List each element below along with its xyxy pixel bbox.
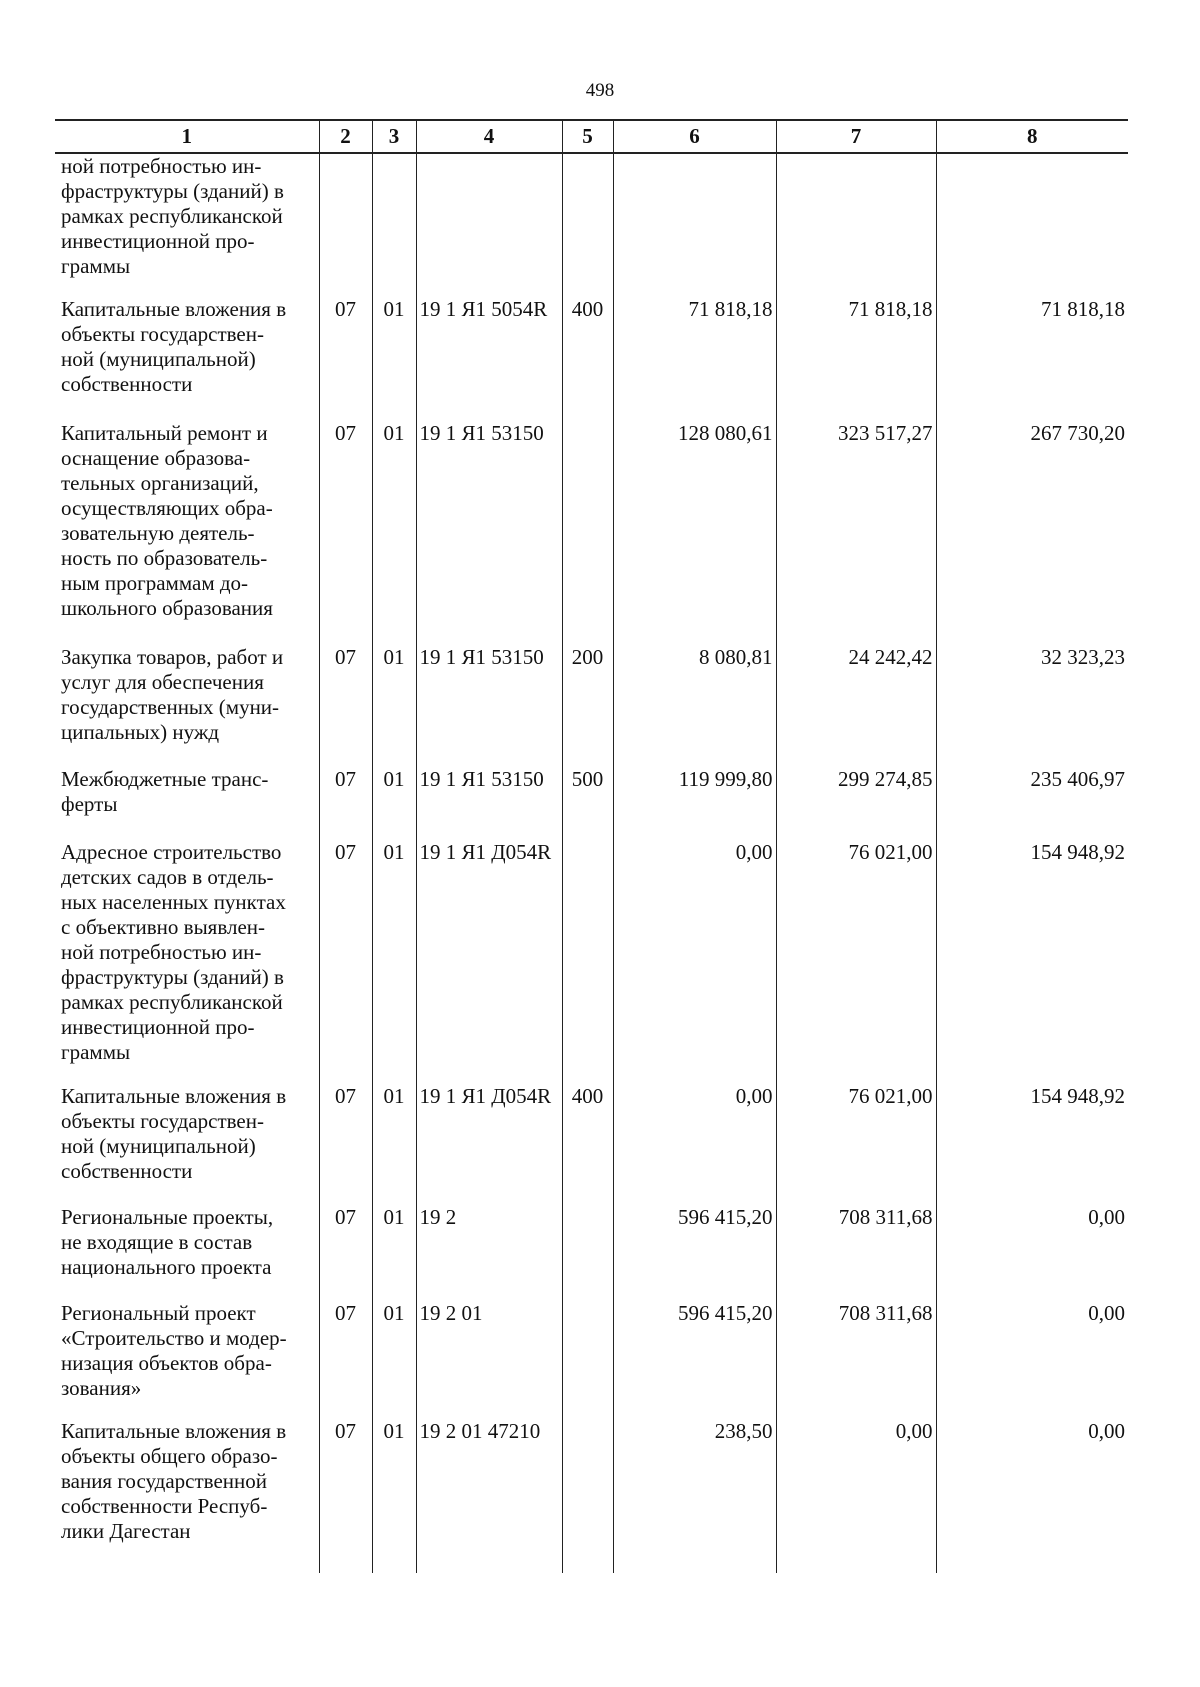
row-name-line: Региональный проект (61, 1301, 256, 1325)
row-name-line: объекты общего образо- (61, 1444, 278, 1468)
row-name-line: ферты (61, 792, 118, 816)
budget-table (55, 119, 1128, 1573)
header-col-2: 2 (319, 120, 372, 153)
row-name-line: фраструктуры (зданий) в (61, 965, 284, 989)
cell-amount-8: 235 406,97 (936, 767, 1128, 840)
row-name-line: зовательную деятель- (61, 521, 255, 545)
cell-amount-7 (776, 153, 936, 297)
row-name-line: Адресное строительство (61, 840, 282, 864)
cell-amount-8: 0,00 (936, 1301, 1128, 1419)
row-name-line: вания государственной (61, 1469, 268, 1493)
header-col-3: 3 (372, 120, 416, 153)
cell-amount-8: 267 730,20 (936, 421, 1128, 645)
cell-subsection: 01 (372, 1301, 416, 1419)
row-name-line: оснащение образова- (61, 446, 251, 470)
row-name (55, 297, 319, 421)
cell-expense-type (562, 840, 613, 1084)
cell-amount-7: 24 242,42 (776, 645, 936, 767)
cell-section: 07 (319, 1301, 372, 1419)
cell-subsection: 01 (372, 840, 416, 1084)
cell-target-code: 19 1 Я1 53150 (416, 767, 562, 840)
cell-section: 07 (319, 645, 372, 767)
row-name (55, 1084, 319, 1205)
row-name-line: собственности (61, 372, 193, 396)
table-row (55, 1419, 1128, 1573)
cell-section: 07 (319, 1419, 372, 1573)
table-body (55, 153, 1128, 1573)
row-name-line: Капитальные вложения в (61, 1084, 287, 1108)
table-row (55, 840, 1128, 1084)
cell-amount-6: 128 080,61 (613, 421, 776, 645)
cell-amount-6: 0,00 (613, 1084, 776, 1205)
header-col-1: 1 (55, 120, 319, 153)
cell-amount-8: 154 948,92 (936, 1084, 1128, 1205)
cell-expense-type (562, 1205, 613, 1301)
cell-amount-7: 708 311,68 (776, 1301, 936, 1419)
row-name-line: рамках республиканской (61, 990, 283, 1014)
cell-expense-type (562, 1301, 613, 1419)
table-row (55, 297, 1128, 421)
cell-amount-8 (936, 153, 1128, 297)
cell-amount-7: 323 517,27 (776, 421, 936, 645)
cell-section (319, 153, 372, 297)
cell-target-code: 19 2 01 (416, 1301, 562, 1419)
table-row (55, 153, 1128, 297)
row-name-line: ной (муниципальной) (61, 347, 256, 371)
row-name-line: Закупка товаров, работ и (61, 645, 284, 669)
cell-section: 07 (319, 767, 372, 840)
header-col-4: 4 (416, 120, 562, 153)
row-name (55, 153, 319, 297)
cell-expense-type (562, 1419, 613, 1573)
row-name-line: Капитальные вложения в (61, 1419, 287, 1443)
cell-target-code: 19 2 (416, 1205, 562, 1301)
table-row (55, 1205, 1128, 1301)
cell-subsection: 01 (372, 767, 416, 840)
row-name-line: инвестиционной про- (61, 229, 255, 253)
table-row (55, 645, 1128, 767)
row-name-line: тельных организаций, (61, 471, 259, 495)
header-col-6: 6 (613, 120, 776, 153)
cell-amount-7: 71 818,18 (776, 297, 936, 421)
row-name-line: Капитальный ремонт и (61, 421, 268, 445)
row-name-line: лики Дагестан (61, 1519, 191, 1543)
row-name (55, 840, 319, 1084)
row-name-line: национального проекта (61, 1255, 272, 1279)
table-row (55, 1301, 1128, 1419)
row-name (55, 421, 319, 645)
row-name-line: собственности Респуб- (61, 1494, 268, 1518)
row-name-line: ным программам до- (61, 571, 249, 595)
row-name (55, 767, 319, 840)
cell-amount-6: 596 415,20 (613, 1301, 776, 1419)
row-name-line: граммы (61, 254, 131, 278)
cell-section: 07 (319, 421, 372, 645)
budget-table-container (55, 119, 1128, 1573)
row-name-line: фраструктуры (зданий) в (61, 179, 284, 203)
row-name (55, 645, 319, 767)
cell-subsection: 01 (372, 1419, 416, 1573)
cell-amount-7: 299 274,85 (776, 767, 936, 840)
header-row (55, 120, 1128, 153)
row-name-line: Региональные проекты, (61, 1205, 274, 1229)
row-name-line: не входящие в состав (61, 1230, 253, 1254)
cell-amount-8: 71 818,18 (936, 297, 1128, 421)
cell-expense-type: 400 (562, 297, 613, 421)
cell-target-code: 19 1 Я1 53150 (416, 421, 562, 645)
row-name (55, 1419, 319, 1573)
cell-section: 07 (319, 1084, 372, 1205)
row-name-line: рамках республиканской (61, 204, 283, 228)
cell-target-code: 19 1 Я1 53150 (416, 645, 562, 767)
table-row (55, 767, 1128, 840)
cell-amount-6: 8 080,81 (613, 645, 776, 767)
row-name-line: Капитальные вложения в (61, 297, 287, 321)
cell-expense-type: 400 (562, 1084, 613, 1205)
row-name-line: объекты государствен- (61, 1109, 264, 1133)
row-name-line: граммы (61, 1040, 131, 1064)
cell-subsection: 01 (372, 421, 416, 645)
row-name-line: государственных (муни- (61, 695, 280, 719)
cell-expense-type: 500 (562, 767, 613, 840)
row-name (55, 1205, 319, 1301)
row-name-line: ной потребностью ин- (61, 940, 262, 964)
cell-section: 07 (319, 297, 372, 421)
cell-target-code: 19 1 Я1 Д054R (416, 1084, 562, 1205)
cell-expense-type (562, 421, 613, 645)
cell-target-code: 19 1 Я1 5054R (416, 297, 562, 421)
cell-amount-8: 154 948,92 (936, 840, 1128, 1084)
cell-subsection: 01 (372, 297, 416, 421)
row-name-line: ность по образователь- (61, 546, 268, 570)
cell-amount-6: 238,50 (613, 1419, 776, 1573)
cell-amount-8: 0,00 (936, 1205, 1128, 1301)
cell-amount-8: 32 323,23 (936, 645, 1128, 767)
cell-amount-7: 76 021,00 (776, 840, 936, 1084)
header-col-5: 5 (562, 120, 613, 153)
cell-subsection: 01 (372, 645, 416, 767)
cell-section: 07 (319, 1205, 372, 1301)
row-name-line: зования» (61, 1376, 142, 1400)
header-col-7: 7 (776, 120, 936, 153)
cell-section: 07 (319, 840, 372, 1084)
cell-amount-6: 119 999,80 (613, 767, 776, 840)
row-name-line: «Строительство и модер- (61, 1326, 287, 1350)
cell-amount-6: 71 818,18 (613, 297, 776, 421)
cell-expense-type: 200 (562, 645, 613, 767)
header-col-8: 8 (936, 120, 1128, 153)
cell-subsection: 01 (372, 1205, 416, 1301)
row-name-line: услуг для обеспечения (61, 670, 264, 694)
row-name-line: ных населенных пунктах (61, 890, 286, 914)
row-name-line: с объективно выявлен- (61, 915, 266, 939)
cell-target-code (416, 153, 562, 297)
row-name-line: ной (муниципальной) (61, 1134, 256, 1158)
row-name-line: осуществляющих обра- (61, 496, 273, 520)
cell-target-code: 19 2 01 47210 (416, 1419, 562, 1573)
cell-amount-7: 76 021,00 (776, 1084, 936, 1205)
row-name (55, 1301, 319, 1419)
row-name-line: объекты государствен- (61, 322, 264, 346)
cell-amount-6: 596 415,20 (613, 1205, 776, 1301)
cell-amount-7: 708 311,68 (776, 1205, 936, 1301)
row-name-line: Межбюджетные транс- (61, 767, 269, 791)
row-name-line: ной потребностью ин- (61, 154, 262, 178)
cell-amount-6 (613, 153, 776, 297)
row-name-line: инвестиционной про- (61, 1015, 255, 1039)
row-name-line: детских садов в отдель- (61, 865, 274, 889)
table-row (55, 421, 1128, 645)
row-name-line: ципальных) нужд (61, 720, 220, 744)
cell-expense-type (562, 153, 613, 297)
cell-amount-6: 0,00 (613, 840, 776, 1084)
cell-amount-8: 0,00 (936, 1419, 1128, 1573)
row-name-line: низация объектов обра- (61, 1351, 272, 1375)
row-name-line: собственности (61, 1159, 193, 1183)
cell-subsection: 01 (372, 1084, 416, 1205)
table-row (55, 1084, 1128, 1205)
cell-amount-7: 0,00 (776, 1419, 936, 1573)
cell-subsection (372, 153, 416, 297)
row-name-line: школьного образования (61, 596, 273, 620)
page-number: 498 (585, 80, 615, 101)
cell-target-code: 19 1 Я1 Д054R (416, 840, 562, 1084)
